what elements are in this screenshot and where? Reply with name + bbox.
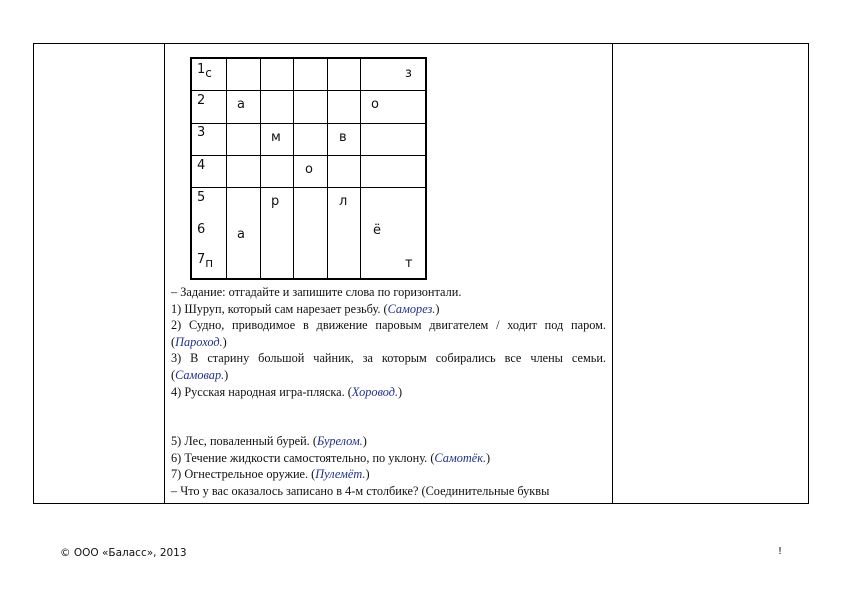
task-text [171,284,606,500]
question-3: 3) В старину большой чайник, за которым собирались все члены семьи. (Самовар.) [171,351,606,382]
row-number-5: 5 [197,190,206,205]
letter-cell: а [237,227,245,242]
task-intro: – Задание: отгадайте и запишите слова по горизонтали. [171,285,462,299]
row-number-7: 7п [197,252,214,270]
letter-cell: м [271,130,281,145]
question-1: 1) Шуруп, который сам нарезает резьбу. (Саморез.) [171,301,440,316]
task-last-line: – Что у вас оказалось записано в 4-м столбике? (Соединительные буквы [171,483,550,498]
row-number-6: 6 [197,222,206,237]
answer-2: Пароход. [175,334,223,349]
question-7: 7) Огнестрельное оружие. (Пулемёт.) [171,467,370,482]
letter-cell: о [371,97,379,112]
answer-6: Самотёк. [434,450,487,465]
letter-cell: в [339,130,347,145]
letter-cell: з [405,66,412,81]
answer-5: Бурелом. [316,434,363,449]
row-number-2: 2 [197,93,206,108]
row-number-1: 1с [197,62,212,80]
answer-3: Самовар. [175,367,225,382]
letter-cell: ё [373,223,381,238]
crossword-grid [190,57,427,280]
question-5: 5) Лес, поваленный бурей. (Бурелом.) [171,434,367,449]
row-number-4: 4 [197,158,206,173]
question-4: 4) Русская народная игра-пляска. (Хоровод.) [171,384,403,399]
letter-cell: о [305,162,313,177]
answer-4: Хоровод. [351,384,399,399]
answer-1: Саморез. [387,301,436,316]
letter-cell: а [237,97,245,112]
footer-copyright: © ООО «Баласс», 2013 [60,547,187,559]
letter-cell: р [271,194,280,209]
answer-7: Пулемёт. [315,467,366,482]
letter-cell: т [405,256,413,271]
page-mark: ! [778,546,783,557]
table-column-right [612,44,809,503]
row-number-3: 3 [197,125,206,140]
question-2: 2) Судно, приводимое в движение паровым двигателем / ходит под паром. (Пароход.) [171,318,606,349]
question-6: 6) Течение жидкости самостоятельно, по уклону. (Самотёк.) [171,450,491,465]
table-column-left [34,44,165,503]
letter-cell: л [339,194,348,209]
